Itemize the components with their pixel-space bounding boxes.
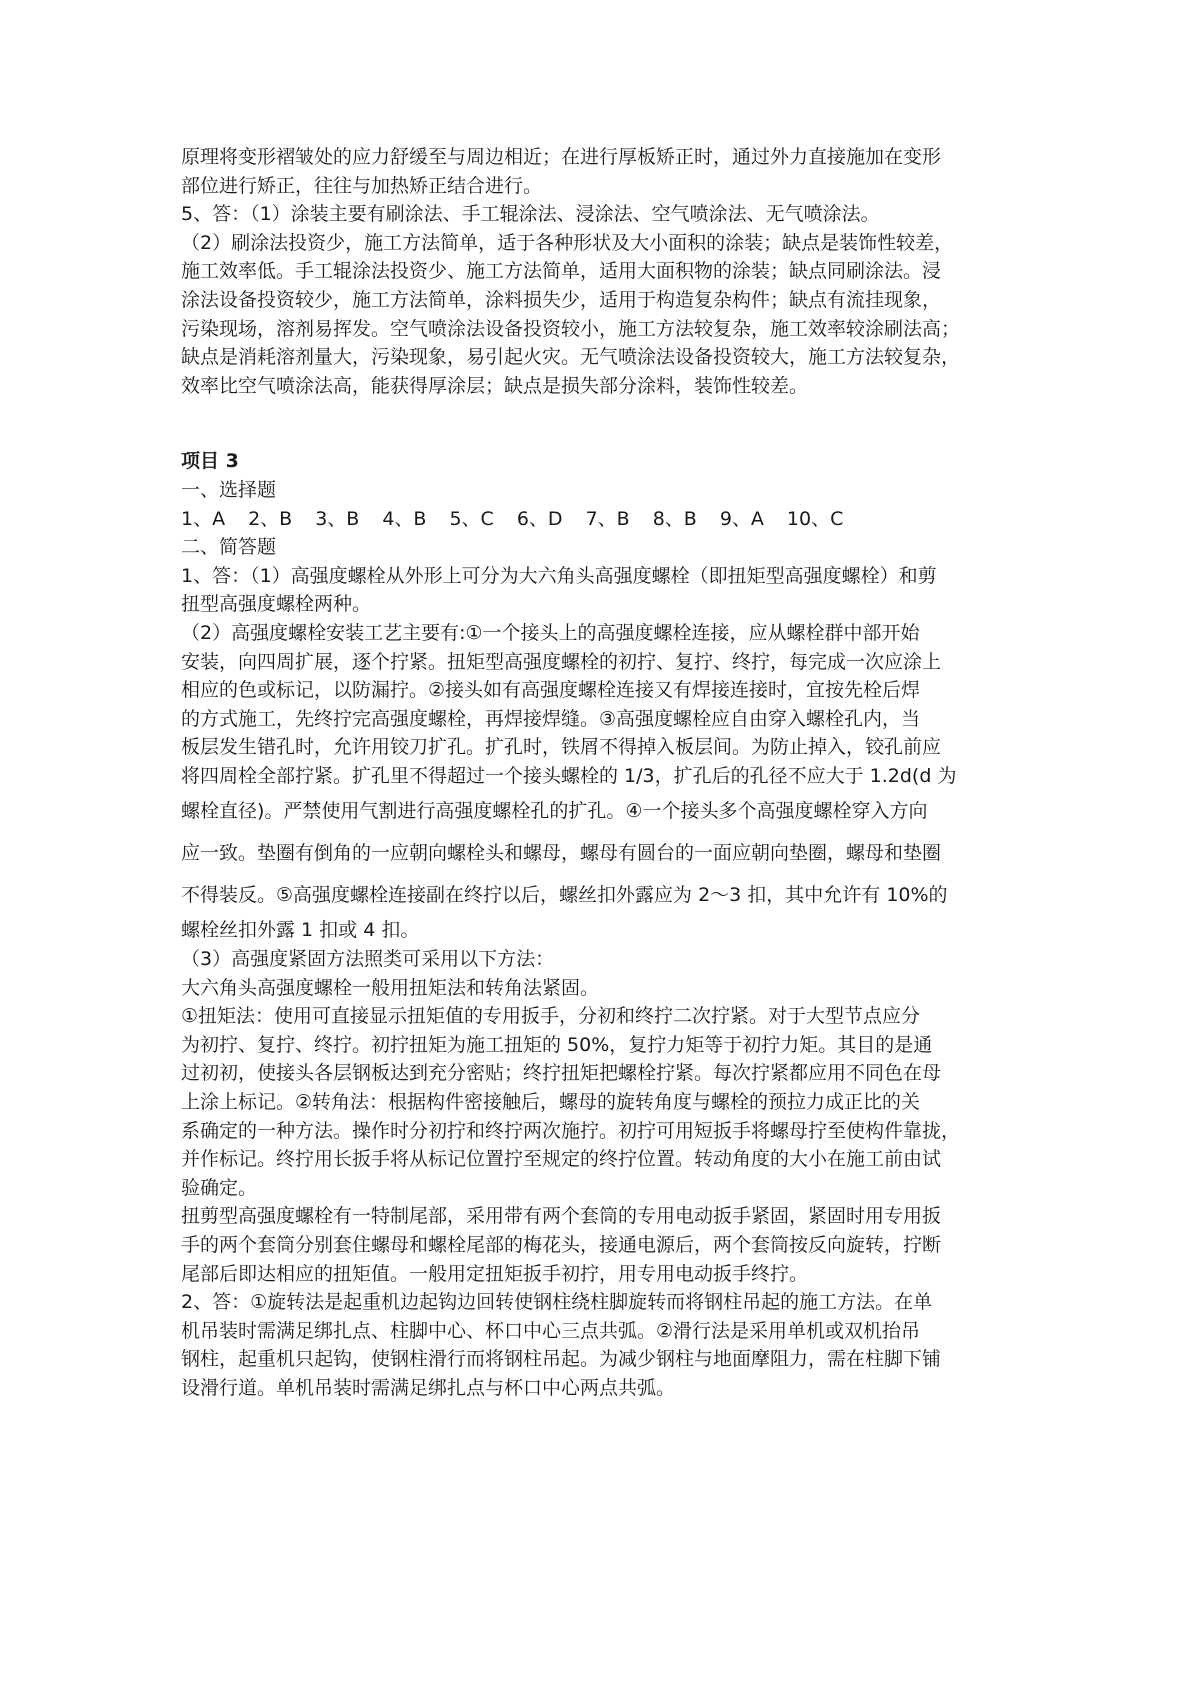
subsection-title: 一、选择题: [181, 478, 277, 501]
answer-item: 3、B: [315, 507, 360, 530]
text-line: 应一致。垫圈有倒角的一应朝向螺栓头和螺母，螺母有圆台的一面应朝向垫圈，螺母和垫圈: [181, 842, 942, 865]
text-line: 机吊装时需满足绑扎点、柱脚中心、杯口中心三点共弧。②滑行法是采用单机或双机抬吊: [181, 1319, 921, 1342]
text-line: 2、答：①旋转法是起重机边起钩边回转使钢柱绕柱脚旋转而将钢柱吊起的施工方法。在单: [181, 1291, 933, 1314]
answer-item: 8、B: [652, 507, 697, 530]
choice-answer-list: [181, 505, 1021, 534]
text-line: 污染现场，溶剂易挥发。空气喷涂法设备投资较小，施工方法较复杂，施工效率较涂刷法高；: [181, 317, 961, 340]
text-line: 5、答：（1）涂装主要有刷涂法、手工辊涂法、浸涂法、空气喷涂法、无气喷涂法。: [181, 203, 880, 226]
paragraph-block-4: [181, 916, 1021, 1402]
text-line: 不得装反。⑤高强度螺栓连接副在终拧以后，螺丝扣外露应为 2～3 扣，其中允许有 10%的: [181, 884, 948, 907]
text-line: 扭剪型高强度螺栓有一特制尾部，采用带有两个套筒的专用电动扳手紧固，紧固时用专用扳: [181, 1205, 942, 1228]
text-line: 上涂上标记。②转角法：根据构件密接触后，螺母的旋转角度与螺栓的预拉力成正比的关: [181, 1091, 921, 1114]
answer-item: 7、B: [585, 507, 630, 530]
text-line: ①扭矩法：使用可直接显示扭矩值的专用扳手，分初和终拧二次拧紧。对于大型节点应分: [181, 1005, 921, 1028]
text-line: 螺栓丝扣外露 1 扣或 4 扣。: [181, 919, 420, 942]
answer-item: 6、D: [516, 507, 563, 530]
spacer: [181, 400, 1021, 447]
text-line: 施工效率低。手工辊涂法投资少、施工方法简单，适用大面积物的涂装；缺点同刷涂法。浸: [181, 260, 942, 283]
text-line: 将四周栓全部拧紧。扩孔里不得超过一个接头螺栓的 1/3，扩孔后的孔径不应大于 1.2d(d 为: [181, 764, 957, 787]
paragraph-block-3: [181, 790, 1021, 916]
paragraph-block-2: [181, 562, 1021, 791]
document-page: [181, 143, 1021, 1403]
text-line: 验确定。: [181, 1176, 258, 1199]
text-line: 1、答：（1）高强度螺栓从外形上可分为大六角头高强度螺栓（即扭矩型高强度螺栓）和剪: [181, 564, 937, 587]
text-line: 设滑行道。单机吊装时需满足绑扎点与杯口中心两点共弧。: [181, 1376, 676, 1399]
answer-item: 2、B: [248, 507, 293, 530]
text-line: 板层发生错孔时，允许用铰刀扩孔。扩孔时，铁屑不得掉入板层间。为防止掉入，铰孔前应: [181, 736, 942, 759]
answer-item: 9、A: [719, 507, 764, 530]
text-line: 相应的色或标记，以防漏拧。②接头如有高强度螺栓连接又有焊接连接时，宜按先栓后焊: [181, 679, 921, 702]
text-line: 钢柱，起重机只起钩，使钢柱滑行而将钢柱吊起。为减少钢柱与地面摩阻力，需在柱脚下铺: [181, 1348, 942, 1371]
text-line: 效率比空气喷涂法高，能获得厚涂层；缺点是损失部分涂料，装饰性较差。: [181, 374, 809, 397]
answer-item: 5、C: [449, 507, 494, 530]
text-line: 手的两个套筒分别套住螺母和螺栓尾部的梅花头，接通电源后，两个套筒按反向旋转，拧断: [181, 1234, 942, 1256]
text-line: （2）高强度螺栓安装工艺主要有:①一个接头上的高强度螺栓连接，应从螺栓群中部开始: [181, 621, 920, 644]
text-line: 过初初，使接头各层钢板达到充分密贴；终拧扭矩把螺栓拧紧。每次拧紧都应用不同色在母: [181, 1062, 942, 1085]
text-line: 部位进行矫正，往往与加热矫正结合进行。: [181, 174, 543, 197]
section-title: 项目 3: [181, 450, 239, 473]
text-line: 系确定的一种方法。操作时分初拧和终拧两次施拧。初拧可用短扳手将螺母拧至使构件靠拢，: [181, 1119, 961, 1142]
text-line: 为初拧、复拧、终拧。初拧扭矩为施工扭矩的 50%，复拧力矩等于初拧力矩。其目的是通: [181, 1033, 933, 1056]
text-line: 并作标记。终拧用长扳手将从标记位置拧至规定的终拧位置。转动角度的大小在施工前由试: [181, 1148, 942, 1171]
paragraph-block-1: [181, 143, 1021, 400]
text-line: 缺点是消耗溶剂量大，污染现象，易引起火灾。无气喷涂法设备投资较大，施工方法较复杂，: [181, 346, 961, 369]
answer-item: 10、C: [786, 507, 844, 530]
text-line: 的方式施工，先终拧完高强度螺栓，再焊接焊缝。③高强度螺栓应自由穿入螺栓孔内，当: [181, 707, 921, 730]
text-line: 螺栓直径)。严禁使用气割进行高强度螺栓孔的扩孔。④一个接头多个高强度螺栓穿入方向: [181, 800, 928, 823]
subsection-title: 二、简答题: [181, 536, 277, 559]
text-line: 安装，向四周扩展，逐个拧紧。扭矩型高强度螺栓的初拧、复拧、终拧，每完成一次应涂上: [181, 650, 942, 673]
answer-item: 1、A: [181, 507, 226, 530]
text-line: 涂法设备投资较少，施工方法简单，涂料损失少，适用于构造复杂构件；缺点有流挂现象，: [181, 288, 942, 311]
text-line: （3）高强度紧固方法照类可采用以下方法：: [181, 948, 555, 971]
text-line: 大六角头高强度螺栓一般用扭矩法和转角法紧固。: [181, 976, 600, 999]
text-line: 原理将变形褶皱处的应力舒缓至与周边相近；在进行厚板矫正时，通过外力直接施加在变形: [181, 146, 942, 168]
answer-item: 4、B: [382, 507, 427, 530]
text-line: 扭型高强度螺栓两种。: [181, 593, 372, 616]
text-line: 尾部后即达相应的扭矩值。一般用定扭矩扳手初拧，用专用电动扳手终拧。: [181, 1262, 809, 1285]
text-line: （2）刷涂法投资少，施工方法简单，适于各种形状及大小面积的涂装；缺点是装饰性较差，: [181, 231, 954, 254]
